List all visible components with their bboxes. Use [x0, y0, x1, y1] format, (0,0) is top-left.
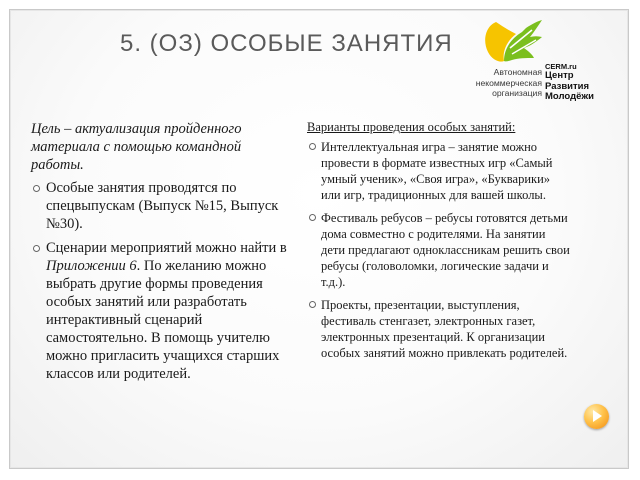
- right-bullet-list: [307, 139, 572, 361]
- logo-name-line: Развития: [545, 80, 590, 92]
- goal-text: Цель – актуализация пройденного материала с помощью командной работы.: [31, 121, 242, 173]
- logo-name-line: Молодёжи: [545, 91, 594, 102]
- list-item: Фестиваль ребусов – ребусы готовятся детьми дома совместно с родителями. На занятии дети предлагают одноклассникам решить свои ребусы (головоломки, логические задачи и т.д.).: [307, 210, 572, 290]
- list-item-text: Сценарии мероприятий можно найти в: [46, 240, 287, 256]
- logo-domain: CERM.ru: [545, 62, 577, 71]
- logo-org-line: некоммерческая: [475, 77, 542, 88]
- play-arrow-icon[interactable]: [584, 404, 609, 429]
- logo-org-line: организация: [492, 88, 542, 98]
- list-item: Проекты, презентации, выступления, фестиваль стенгазет, электронных газет, электронных презентаций. К организации особых занятий можно привлекать родителей.: [307, 297, 572, 361]
- logo-org-line: Автономная: [493, 67, 542, 77]
- list-item: Интеллектуальная игра – занятие можно провести в формате известных игр «Самый умный ученик», «Своя игра», «Букварики» или игр, традиционных для вашей школы.: [307, 139, 572, 203]
- right-column: [307, 120, 572, 368]
- logo-org-text: [452, 67, 542, 99]
- logo-name-line: Центр: [545, 70, 574, 81]
- left-bullet-list: [31, 179, 291, 383]
- appendix-ref: Приложении 6: [46, 258, 137, 274]
- variants-heading: Варианты проведения особых занятий:: [307, 120, 516, 134]
- slide-title: 5. (ОЗ) ОСОБЫЕ ЗАНЯТИЯ: [120, 30, 453, 57]
- list-item: Особые занятия проводятся по спецвыпускам (Выпуск №15, Выпуск №30).: [31, 179, 291, 233]
- list-item-text: . По желанию можно выбрать другие формы проведения особых занятий или разработать интерактивный сценарий самостоятельно. В помощь учителю можно пригласить учащихся старших классов или родителей.: [46, 258, 280, 382]
- leaf-head-icon: [482, 18, 544, 64]
- list-item: [31, 239, 291, 383]
- left-column: [31, 120, 291, 389]
- logo-name-text: [545, 62, 594, 103]
- cerm-logo: [452, 18, 612, 110]
